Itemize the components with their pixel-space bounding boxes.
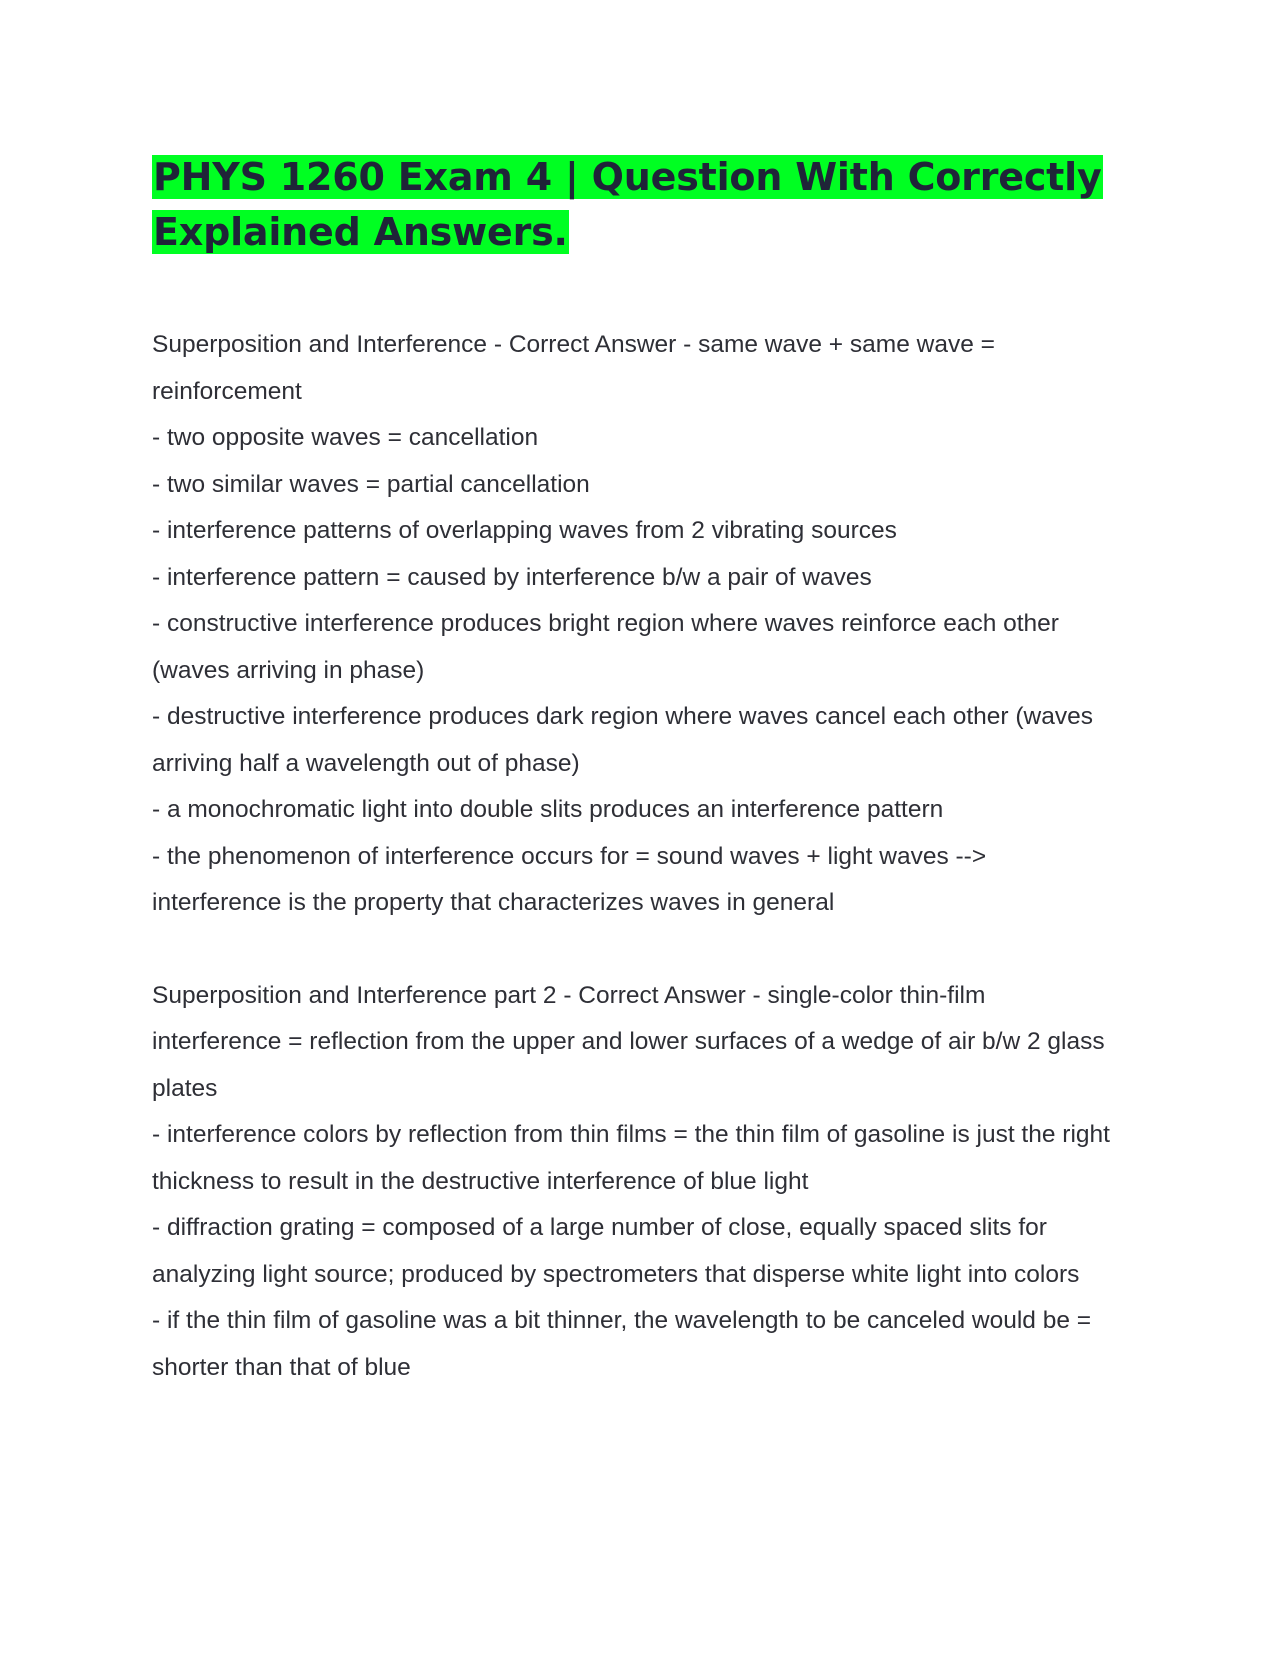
section-heading: Superposition and Interference part 2 - Correct Answer - single-color thin-film interference = reflection from the upper and lower surfaces of a wedge of air b/w 2 glass plates [152, 981, 1105, 1102]
list-item: - two opposite waves = cancellation [152, 424, 539, 451]
list-item: - diffraction grating = composed of a large number of close, equally spaced slits for analyzing light source; produced by spectrometers that disperse white light into colors [152, 1214, 1080, 1288]
list-item: - destructive interference produces dark region where waves cancel each other (waves arriving half a wavelength out of phase) [152, 703, 1094, 777]
document-title [152, 150, 1112, 260]
document-page [152, 150, 1112, 1391]
section-superposition-part-2 [152, 973, 1112, 1392]
list-item: - if the thin film of gasoline was a bit thinner, the wavelength to be canceled would be = shorter than that of blue [152, 1307, 1092, 1381]
list-item: - constructive interference produces bright region where waves reinforce each other (waves arriving in phase) [152, 610, 1059, 684]
list-item: - interference pattern = caused by interference b/w a pair of waves [152, 563, 872, 591]
list-item: - the phenomenon of interference occurs for = sound waves + light waves --> interference is the property that characterizes waves in general [152, 842, 987, 916]
section-heading: Superposition and Interference - Correct Answer - same wave + same wave = reinforcement [152, 331, 995, 405]
list-item: - interference colors by reflection from thin films = the thin film of gasoline is just the right thickness to result in the destructive interference of blue light [152, 1121, 1110, 1195]
list-item: - two similar waves = partial cancellation [152, 470, 590, 498]
section-superposition [152, 322, 1112, 927]
title-highlight: PHYS 1260 Exam 4 | Question With Correctly Explained Answers. [153, 155, 1102, 254]
list-item: - a monochromatic light into double slits produces an interference pattern [152, 796, 944, 823]
list-item: - interference patterns of overlapping waves from 2 vibrating sources [152, 517, 897, 544]
